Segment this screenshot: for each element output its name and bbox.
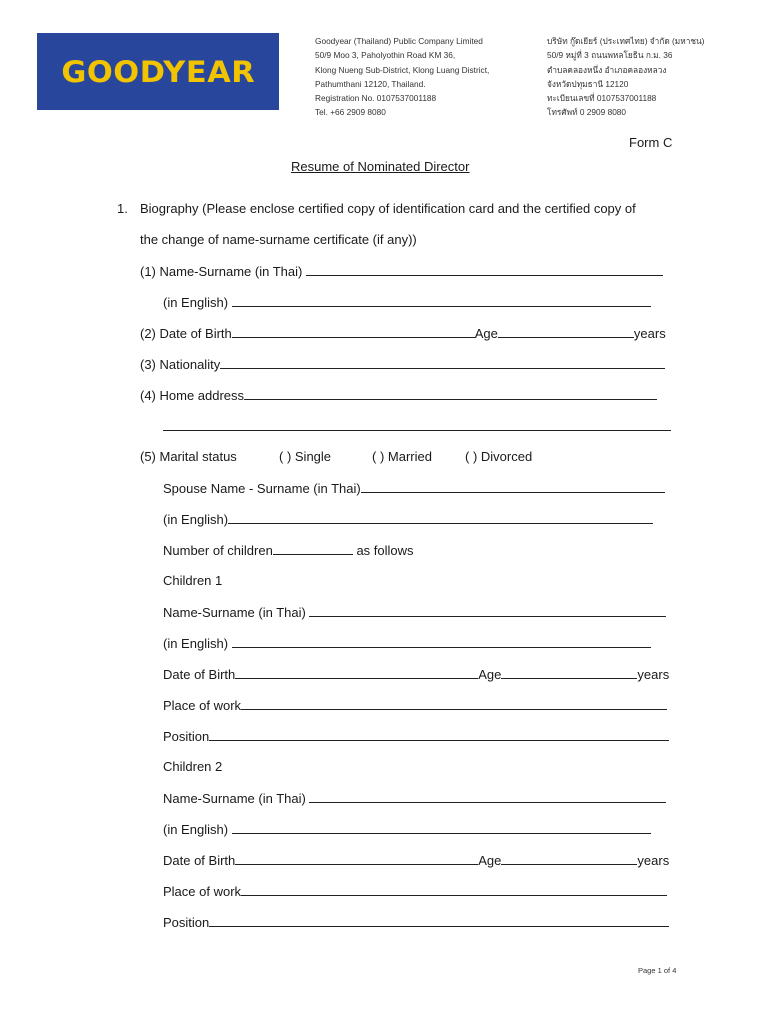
child2-name-label: Name-Surname (in Thai) [163,791,306,806]
spouse-english-label: (in English) [163,512,229,527]
document-title: Resume of Nominated Director [291,159,470,174]
child2-english-field[interactable] [232,821,651,834]
child1-english-field[interactable] [232,635,651,648]
nationality-label: (3) Nationality [140,357,221,372]
address-line: Tel. +66 2909 8080 [315,107,386,118]
child1-age-label: Age [478,667,502,682]
child1-position-row [163,728,669,744]
years-label: years [633,326,666,341]
child1-dob-label: Date of Birth [163,667,236,682]
child1-work-field[interactable] [241,697,667,710]
child2-work-label: Place of work [163,884,242,899]
section-heading: Biography (Please enclose certified copy of identification card and the certified copy of [140,201,636,216]
child1-work-row [163,697,667,713]
address-line: Pathumthani 12120, Thailand. [315,78,426,89]
child2-position-label: Position [163,915,210,930]
child1-years-label: years [637,667,670,682]
address-line: จังหวัดปทุมธานี 12120 [547,78,629,89]
child1-dob-row [163,666,669,682]
married-checkbox[interactable]: ( ) Married [372,449,432,464]
address-line: Registration No. 0107537001188 [315,93,437,104]
children-count-field[interactable] [273,542,353,555]
page-number: Page 1 of 4 [638,966,677,975]
child2-name-row [163,790,666,806]
as-follows-label: as follows [356,543,414,558]
dob-label: (2) Date of Birth [140,326,232,341]
single-checkbox[interactable]: ( ) Single [279,449,332,464]
spouse-english-field[interactable] [228,511,653,524]
child1-work-label: Place of work [163,698,242,713]
child2-age-field[interactable] [501,852,637,865]
child2-dob-field[interactable] [235,852,478,865]
child1-english-label: (in English) [163,636,229,651]
section-heading-continued: the change of name-surname certificate (if any)) [140,232,417,247]
children-1-heading: Children 1 [163,573,223,588]
address-line: Goodyear (Thailand) Public Company Limited [315,36,483,46]
spouse-name-row [163,480,665,496]
dob-field[interactable] [232,325,475,338]
children-count-row [163,542,414,558]
age-label: Age [474,326,498,341]
child2-work-row [163,883,667,899]
children-count-label: Number of children [163,543,273,558]
company-address-thai [547,34,737,120]
nationality-field[interactable] [220,356,665,369]
child1-name-row [163,604,666,620]
name-thai-label: (1) Name-Surname (in Thai) [140,264,303,279]
home-address-row-2 [163,418,671,434]
name-english-label: (in English) [163,295,229,310]
logo-text: GOODYEAR [61,54,255,89]
address-line: Klong Nueng Sub-District, Klong Luang District, [315,64,490,75]
marital-status-label: (5) Marital status [140,449,237,464]
company-address-english [315,34,525,120]
form-label: Form C [629,135,673,150]
child2-name-field[interactable] [309,790,666,803]
child2-position-field[interactable] [209,914,669,927]
child2-age-label: Age [478,853,502,868]
spouse-english-row [163,511,653,527]
section-number: 1. [117,201,128,216]
address-line: 50/9 Moo 3, Paholyothin Road KM 36, [315,50,456,61]
name-thai-field[interactable] [306,263,663,276]
spouse-name-field[interactable] [361,480,665,493]
child2-years-label: years [637,853,670,868]
dob-row [140,325,666,341]
spouse-name-label: Spouse Name - Surname (in Thai) [163,481,361,496]
age-field[interactable] [498,325,634,338]
child1-name-field[interactable] [309,604,666,617]
child1-position-label: Position [163,729,210,744]
child1-name-label: Name-Surname (in Thai) [163,605,306,620]
home-address-row [140,387,657,403]
name-english-row [163,294,651,310]
children-2-heading: Children 2 [163,759,223,774]
name-english-field[interactable] [232,294,651,307]
divorced-checkbox[interactable]: ( ) Divorced [465,449,533,464]
name-thai-row [140,263,663,279]
home-address-label: (4) Home address [140,388,245,403]
child2-english-label: (in English) [163,822,229,837]
address-line: ทะเบียนเลขที่ 0107537001188 [547,93,657,104]
nationality-row [140,356,665,372]
goodyear-logo [37,33,279,110]
child2-dob-label: Date of Birth [163,853,236,868]
child1-english-row [163,635,651,651]
home-address-field-2[interactable] [163,418,671,431]
child1-dob-field[interactable] [235,666,478,679]
home-address-field[interactable] [244,387,657,400]
child2-position-row [163,914,669,930]
child1-age-field[interactable] [501,666,637,679]
child2-dob-row [163,852,669,868]
child2-work-field[interactable] [241,883,667,896]
address-line: 50/9 หมู่ที่ 3 ถนนพหลโยธิน ก.ม. 36 [547,50,673,61]
child1-position-field[interactable] [209,728,669,741]
address-line: ตำบลคลองหนึ่ง อำเภอคลองหลวง [547,64,667,75]
address-line: บริษัท กู๊ดเยียร์ (ประเทศไทย) จำกัด (มหาชน) [547,36,705,46]
child2-english-row [163,821,651,837]
address-line: โทรศัพท์ 0 2909 8080 [547,107,627,118]
